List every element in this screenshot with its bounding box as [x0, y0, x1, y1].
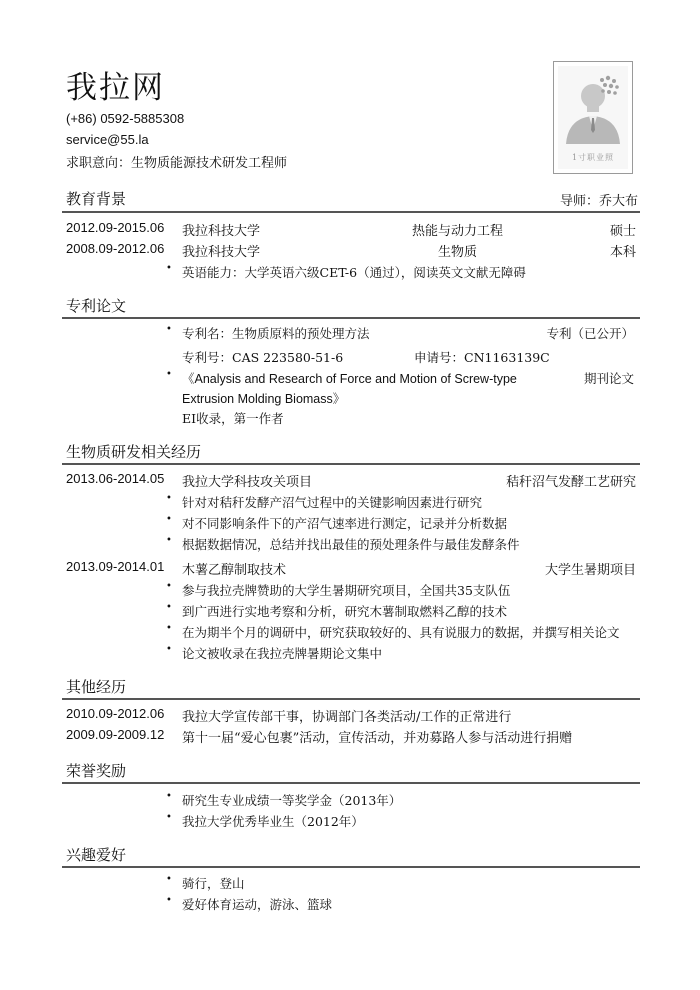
profile-photo	[553, 61, 633, 174]
project-date: 2013.09-2014.01	[66, 559, 165, 574]
project-bullet: 到广西进行实地考察和分析，研究木薯制取燃料乙醇的技术	[182, 604, 508, 619]
bullet-icon: •	[166, 895, 172, 906]
divider-other	[62, 698, 640, 700]
patent-name: 专利名：生物质原料的预处理方法	[182, 326, 370, 341]
bullet-icon: •	[166, 623, 172, 634]
hobby-item: 骑行，登山	[182, 876, 245, 891]
education-row	[66, 220, 636, 240]
photo-caption: 1寸职业照	[571, 153, 615, 162]
project-bullet: 在为期半个月的调研中，研究获取较好的、具有说服力的数据，并撰写相关论文	[182, 625, 620, 640]
education-date: 2008.09-2012.06	[66, 241, 165, 256]
project-topic: 秸秆沼气发酵工艺研究	[505, 475, 636, 490]
project-bullet: 根据数据情况，总结并找出最佳的预处理条件与最佳发酵条件	[182, 537, 520, 552]
experience-row	[66, 727, 636, 747]
candidate-name: 我拉网	[66, 70, 165, 106]
avatar-placeholder-icon	[558, 66, 628, 169]
section-title-other: 其他经历	[66, 678, 127, 696]
experience-desc: 第十一届“爱心包裹”活动，宣传活动，并劝募路人参与活动进行捐赠	[182, 731, 573, 746]
education-school: 我拉科技大学	[182, 224, 261, 239]
hobby-item: 爱好体育运动，游泳、篮球	[182, 897, 333, 912]
paper-type: 期刊论文	[583, 371, 634, 386]
experience-date: 2009.09-2009.12	[66, 727, 165, 742]
project-topic: 大学生暑期项目	[544, 563, 636, 578]
section-title-education: 教育背景	[66, 190, 127, 208]
bullet-icon: •	[166, 535, 172, 546]
paper-index: EI收录，第一作者	[182, 411, 284, 426]
honor-item: 研究生专业成绩一等奖学金（2013年）	[182, 793, 402, 808]
job-objective: 求职意向：生物质能源技术研发工程师	[66, 156, 288, 171]
divider-hobbies	[62, 866, 640, 868]
honor-item: 我拉大学优秀毕业生（2012年）	[182, 814, 364, 829]
project-date: 2013.06-2014.05	[66, 471, 165, 486]
divider-education	[62, 211, 640, 213]
project-bullet: 对不同影响条件下的产沼气速率进行测定，记录并分析数据	[182, 516, 508, 531]
education-school: 我拉科技大学	[182, 245, 261, 260]
education-major: 生物质	[438, 245, 478, 260]
experience-row	[66, 706, 636, 726]
email-address: service@55.la	[66, 132, 149, 147]
project-name: 我拉大学科技攻关项目	[182, 475, 313, 490]
bullet-icon: •	[166, 263, 172, 274]
project-name: 木薯乙醇制取技术	[182, 563, 287, 578]
paper-title-line1: 《Analysis and Research of Force and Motion of Screw-type	[182, 372, 517, 386]
divider-patents	[62, 317, 640, 319]
application-number: 申请号：CN1163139C	[414, 350, 550, 365]
section-title-patents: 专利论文	[66, 297, 127, 315]
project-row	[66, 559, 636, 579]
section-title-research: 生物质研发相关经历	[66, 443, 202, 461]
bullet-icon: •	[166, 493, 172, 504]
phone-number: (+86) 0592-5885308	[66, 111, 185, 126]
bullet-icon: •	[166, 324, 172, 335]
paper-title-line2: Extrusion Molding Biomass》	[182, 392, 346, 406]
project-bullet: 针对对秸秆发酵产沼气过程中的关键影响因素进行研究	[182, 495, 483, 510]
patent-number: 专利号：CAS 223580-51-6	[182, 350, 344, 365]
project-bullet: 论文被收录在我拉壳牌暑期论文集中	[182, 646, 383, 661]
section-title-honors: 荣誉奖励	[66, 762, 127, 780]
bullet-icon: •	[166, 874, 172, 885]
advisor: 导师：乔大布	[560, 194, 639, 209]
divider-honors	[62, 782, 640, 784]
experience-desc: 我拉大学宣传部干事，协调部门各类活动/工作的正常进行	[182, 710, 512, 725]
education-row	[66, 241, 636, 261]
bullet-icon: •	[166, 602, 172, 613]
education-date: 2012.09-2015.06	[66, 220, 165, 235]
bullet-icon: •	[166, 644, 172, 655]
bullet-icon: •	[166, 369, 172, 380]
experience-date: 2010.09-2012.06	[66, 706, 165, 721]
education-degree: 本科	[609, 245, 636, 260]
project-row	[66, 471, 636, 491]
bullet-icon: •	[166, 581, 172, 592]
bullet-icon: •	[166, 812, 172, 823]
project-bullet: 参与我拉壳牌赞助的大学生暑期研究项目，全国共35支队伍	[182, 583, 511, 598]
education-major: 热能与动力工程	[412, 224, 504, 239]
divider-research	[62, 463, 640, 465]
patent-status: 专利（已公开）	[546, 326, 634, 341]
english-ability: 英语能力：大学英语六级CET-6（通过），阅读英文文献无障碍	[182, 265, 526, 280]
education-degree: 硕士	[609, 224, 636, 239]
section-title-hobbies: 兴趣爱好	[66, 846, 127, 864]
bullet-icon: •	[166, 514, 172, 525]
bullet-icon: •	[166, 791, 172, 802]
